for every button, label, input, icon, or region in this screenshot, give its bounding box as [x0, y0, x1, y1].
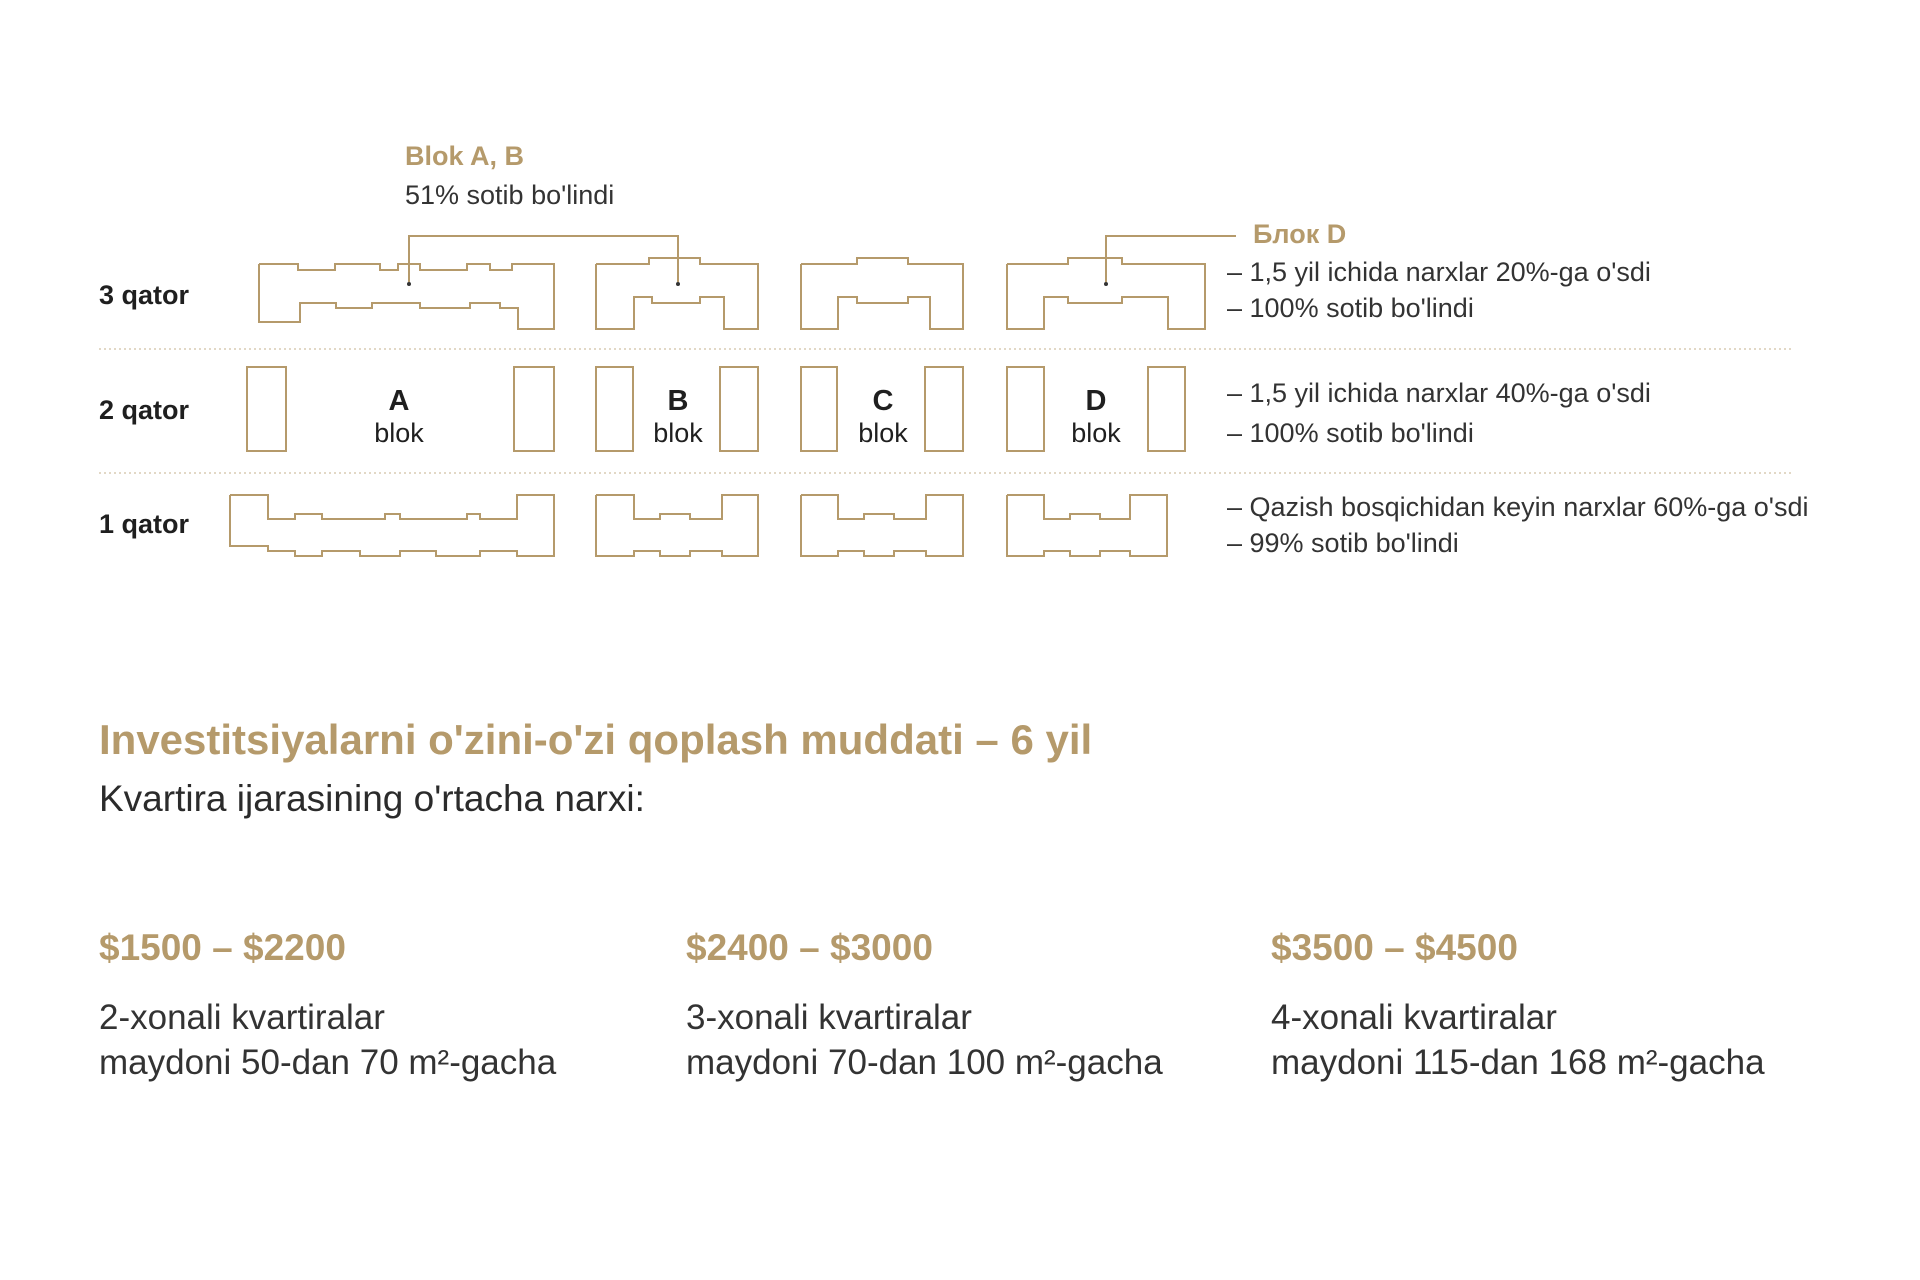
callout-ab-leader [407, 236, 680, 286]
price-range: $2400 – $3000 [686, 927, 933, 968]
row1-building-b [596, 495, 758, 556]
price-column-2 [686, 927, 1163, 1085]
row2-notes [1227, 375, 1651, 451]
block-label-d [1036, 385, 1156, 449]
row1-building-ab [230, 495, 554, 556]
row3-note-2: – 100% sotib bo'lindi [1227, 293, 1474, 323]
price-column-3 [1271, 927, 1765, 1085]
block-letter: B [667, 385, 689, 417]
row2-note-1: – 1,5 yil ichida narxlar 40%-ga o'sdi [1227, 378, 1651, 408]
row1-building-d [1007, 495, 1167, 556]
price-desc-line2: maydoni 70-dan 100 m²-gacha [686, 1043, 1163, 1082]
row1-building-c [801, 495, 963, 556]
block-label-b [618, 385, 738, 449]
price-desc-line1: 3-xonali kvartiralar [686, 998, 972, 1037]
block-word: blok [653, 418, 703, 448]
row3-building-c [801, 258, 963, 329]
row1-note-2: – 99% sotib bo'lindi [1227, 528, 1459, 558]
investment-headline: Investitsiyalarni o'zini-o'zi qoplash muddati – 6 yil [99, 716, 1093, 763]
price-range: $3500 – $4500 [1271, 927, 1518, 968]
block-word: blok [858, 418, 908, 448]
row3-building-ab [259, 264, 554, 329]
row-label-2: 2 qator [99, 395, 190, 425]
block-label-c [823, 385, 943, 449]
price-column-1 [99, 927, 556, 1085]
price-desc-line1: 2-xonali kvartiralar [99, 998, 385, 1037]
block-label-a [339, 385, 459, 449]
price-range: $1500 – $2200 [99, 927, 346, 968]
callout-ab-title: Blok A, B [405, 141, 525, 171]
callout-d-title: Блок D [1253, 219, 1347, 249]
block-letter: A [388, 385, 410, 417]
block-letter: C [872, 385, 894, 417]
row-label-1: 1 qator [99, 509, 190, 539]
row1-notes [1227, 489, 1808, 561]
block-letter: D [1085, 385, 1107, 417]
price-desc-line2: maydoni 50-dan 70 m²-gacha [99, 1043, 557, 1082]
price-desc-line1: 4-xonali kvartiralar [1271, 998, 1557, 1037]
row1-note-1: – Qazish bosqichidan keyin narxlar 60%-ga o'sdi [1227, 492, 1809, 522]
block-word: blok [374, 418, 424, 448]
callout-d-leader [1104, 236, 1236, 286]
row-label-3: 3 qator [99, 280, 190, 310]
row3-notes [1227, 254, 1651, 326]
investment-subline: Kvartira ijarasining o'rtacha narxi: [99, 778, 645, 819]
price-desc-line2: maydoni 115-dan 168 m²-gacha [1271, 1043, 1765, 1082]
callout-ab-subtitle: 51% sotib bo'lindi [405, 180, 615, 210]
block-word: blok [1071, 418, 1121, 448]
row2-note-2: – 100% sotib bo'lindi [1227, 418, 1474, 448]
row3-note-1: – 1,5 yil ichida narxlar 20%-ga o'sdi [1227, 257, 1651, 287]
